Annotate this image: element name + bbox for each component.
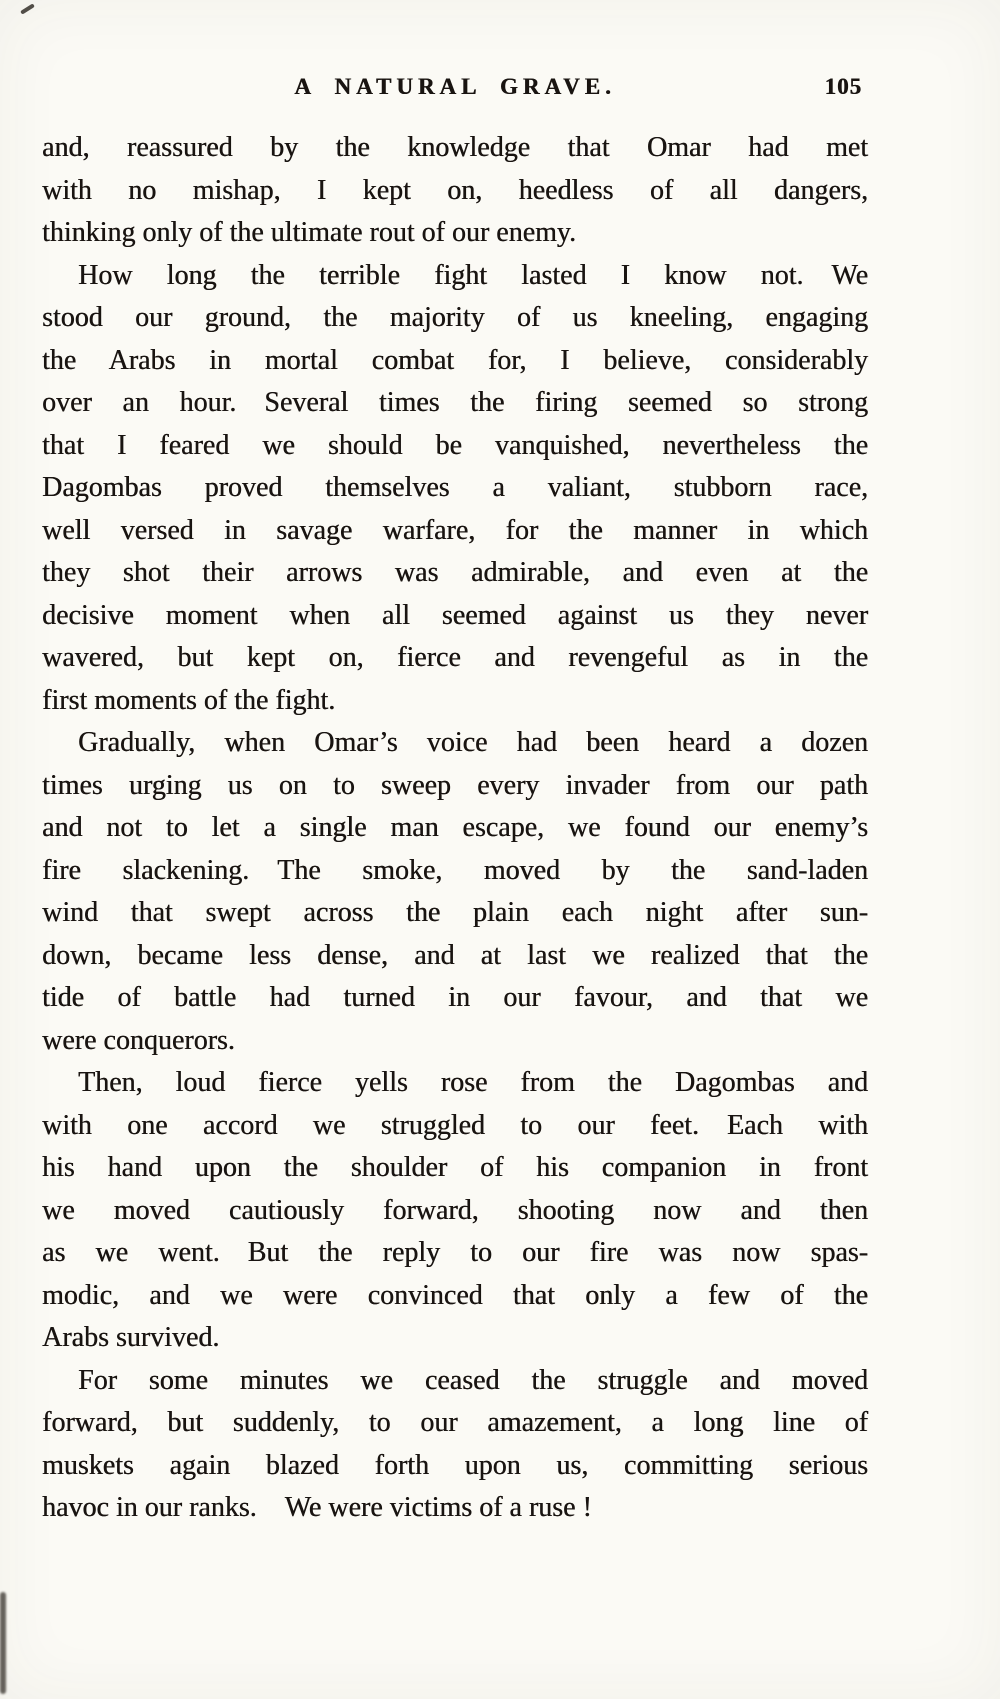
text-line: decisive moment when all seemed against us they never: [42, 599, 868, 631]
text-line: wind that swept across the plain each night after sun-: [42, 897, 868, 928]
text-line: wavered, but kept on, fierce and revengeful as in the: [42, 642, 868, 673]
text-line: modic, and we were convinced that only a few of the: [42, 1279, 868, 1311]
text-line: forward, but suddenly, to our amazement, a long line of: [42, 1407, 868, 1438]
text-line: the Arabs in mortal combat for, I believe, considerably: [42, 344, 868, 376]
text-line: were conquerors.: [42, 1024, 235, 1056]
paragraph: [42, 722, 868, 1062]
text-line: havoc in our ranks. We were victims of a ruse !: [42, 1492, 592, 1523]
text-line: with no mishap, I kept on, heedless of all dangers,: [42, 174, 868, 206]
text-line: with one accord we struggled to our feet. Each with: [42, 1109, 868, 1141]
paragraph: [42, 255, 868, 723]
paragraph: [42, 1360, 868, 1530]
scan-artifact: [20, 3, 35, 14]
text-line: Gradually, when Omar’s voice had been heard a dozen: [78, 727, 868, 758]
text-line: muskets again blazed forth upon us, committing serious: [42, 1449, 868, 1481]
paragraph: [42, 1062, 868, 1360]
paragraph: [42, 127, 868, 255]
text-line: tide of battle had turned in our favour, and that we: [42, 982, 868, 1013]
text-line: as we went. But the reply to our fire was now spas-: [42, 1237, 868, 1268]
text-line: thinking only of the ultimate rout of our enemy.: [42, 217, 576, 248]
running-header: [42, 74, 868, 106]
text-line: we moved cautiously forward, shooting now and then: [42, 1194, 868, 1226]
text-line: times urging us on to sweep every invader from our path: [42, 769, 868, 801]
text-block: [42, 127, 868, 1530]
text-line: his hand upon the shoulder of his companion in front: [42, 1152, 868, 1183]
text-line: they shot their arrows was admirable, and even at the: [42, 557, 868, 588]
text-line: Arabs survived.: [42, 1322, 220, 1353]
text-line: and, reassured by the knowledge that Omar had met: [42, 132, 868, 163]
text-line: stood our ground, the majority of us kneeling, engaging: [42, 302, 868, 333]
text-line: down, became less dense, and at last we realized that the: [42, 939, 868, 971]
text-line: How long the terrible fight lasted I know not. We: [78, 259, 868, 291]
text-line: that I feared we should be vanquished, nevertheless the: [42, 429, 868, 461]
scan-artifact: [0, 1592, 6, 1694]
text-line: Then, loud fierce yells rose from the Dagombas and: [78, 1067, 868, 1098]
text-line: fire slackening. The smoke, moved by the sand-laden: [42, 854, 868, 886]
text-line: For some minutes we ceased the struggle and moved: [78, 1364, 868, 1396]
text-line: and not to let a single man escape, we found our enemy’s: [42, 812, 868, 843]
text-line: Dagombas proved themselves a valiant, stubborn race,: [42, 472, 868, 503]
page-number: 105: [824, 74, 862, 99]
text-line: well versed in savage warfare, for the manner in which: [42, 514, 868, 546]
text-line: over an hour. Several times the firing seemed so strong: [42, 387, 868, 418]
page-header-title: A NATURAL GRAVE.: [294, 74, 616, 99]
text-line: first moments of the fight.: [42, 684, 336, 716]
